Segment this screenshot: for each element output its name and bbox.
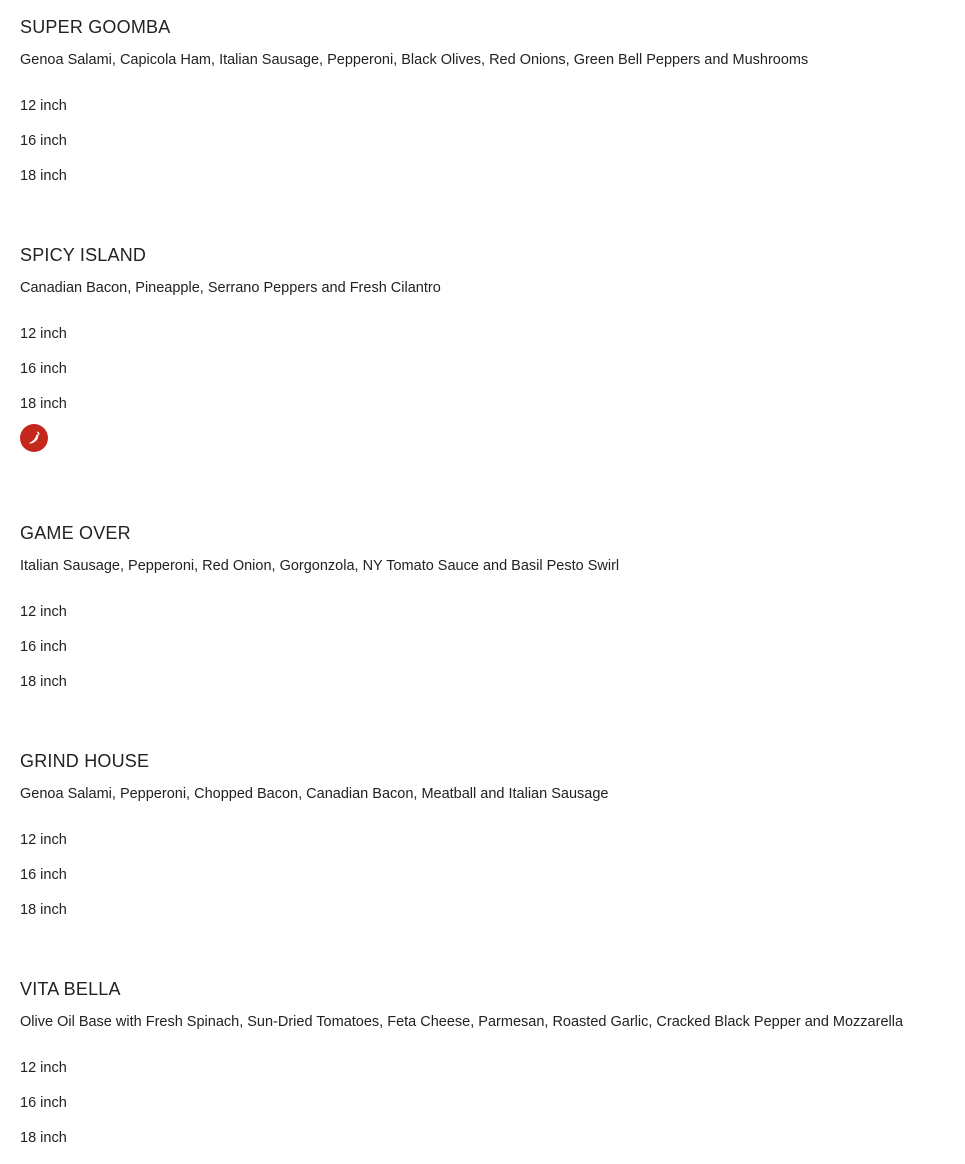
item-title: GRIND HOUSE — [20, 751, 150, 771]
size-options — [20, 97, 67, 202]
size-option-12[interactable]: 12 inch — [20, 326, 67, 342]
size-option-12[interactable]: 12 inch — [20, 1060, 67, 1076]
size-options — [20, 325, 67, 430]
item-description: Olive Oil Base with Fresh Spinach, Sun-Dried Tomatoes, Feta Cheese, Parmesan, Roasted Garlic, Cracked Black Pepper and Mozzarella — [20, 1014, 904, 1030]
size-option-12[interactable]: 12 inch — [20, 832, 67, 848]
size-option-18[interactable]: 18 inch — [20, 396, 67, 412]
size-options — [20, 1059, 67, 1164]
item-title: VITA BELLA — [20, 979, 121, 999]
size-option-16[interactable]: 16 inch — [20, 639, 67, 655]
chili-pepper-icon — [20, 424, 48, 452]
item-title: SUPER GOOMBA — [20, 17, 171, 37]
size-options — [20, 831, 67, 936]
size-option-16[interactable]: 16 inch — [20, 867, 67, 883]
item-description: Genoa Salami, Capicola Ham, Italian Sausage, Pepperoni, Black Olives, Red Onions, Green Bell Peppers and Mushrooms — [20, 52, 809, 68]
item-title: GAME OVER — [20, 523, 131, 543]
size-option-18[interactable]: 18 inch — [20, 674, 67, 690]
size-option-18[interactable]: 18 inch — [20, 168, 67, 184]
size-option-16[interactable]: 16 inch — [20, 133, 67, 149]
size-option-18[interactable]: 18 inch — [20, 1130, 67, 1146]
size-option-12[interactable]: 12 inch — [20, 98, 67, 114]
size-option-16[interactable]: 16 inch — [20, 1095, 67, 1111]
size-option-18[interactable]: 18 inch — [20, 902, 67, 918]
item-title: SPICY ISLAND — [20, 245, 147, 265]
item-description: Italian Sausage, Pepperoni, Red Onion, Gorgonzola, NY Tomato Sauce and Basil Pesto Swirl — [20, 558, 620, 574]
size-option-16[interactable]: 16 inch — [20, 361, 67, 377]
item-description: Canadian Bacon, Pineapple, Serrano Peppers and Fresh Cilantro — [20, 280, 441, 296]
size-options — [20, 603, 67, 708]
size-option-12[interactable]: 12 inch — [20, 604, 67, 620]
item-description: Genoa Salami, Pepperoni, Chopped Bacon, Canadian Bacon, Meatball and Italian Sausage — [20, 786, 609, 802]
